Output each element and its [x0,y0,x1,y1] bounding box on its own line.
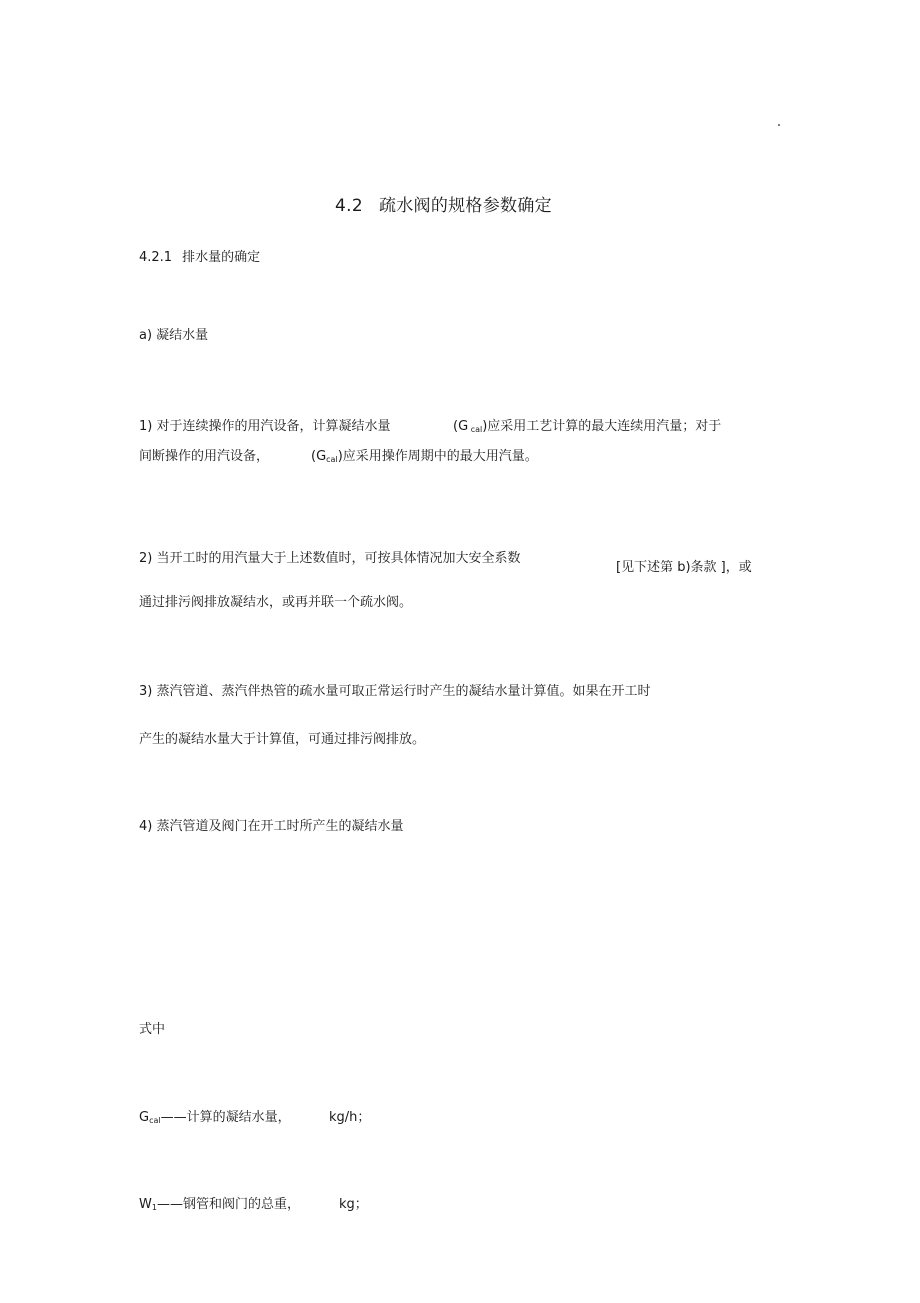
subsection-heading [139,251,260,264]
subsection-number: 4.2.1 [139,250,173,265]
para3-line2: 产生的凝结水量大于计算值，可通过排污阀排放。 [139,732,426,747]
para4: 4) 蒸汽管道及阀门在开工时所产生的凝结水量 [139,819,404,834]
section-number: 4.2 [335,196,363,216]
symbol-w: W [139,1197,152,1212]
subsection-title: 排水量的确定 [182,250,261,265]
para2-line1-end: [见下述第 b)条款 ]，或 [616,560,752,575]
definition-gcal: Gcal——计算的凝结水量， [139,1110,291,1125]
para2-line2: 通过排污阀排放凝结水，或再并联一个疏水阀。 [139,595,413,610]
section-title: 疏水阀的规格参数确定 [378,196,552,216]
para3-line1: 3) 蒸汽管道、蒸汽伴热管的疏水量可取正常运行时产生的凝结水量计算值。如果在开工时 [139,684,651,699]
para1-line2-end: (Gcal)应采用操作周期中的最大用汽量。 [311,449,538,464]
para2-line1-start: 2) 当开工时的用汽量大于上述数值时，可按具体情况加大安全系数 [139,551,521,566]
definition-gcal-unit: kg/h； [329,1110,371,1125]
para1-line1-end: (G cal)应采用工艺计算的最大连续用汽量；对于 [453,419,722,434]
item-a-condensate: a) 凝结水量 [139,328,209,343]
para1-line2-start: 间断操作的用汽设备， [139,449,270,464]
definition-w1: W1——钢管和阀门的总重， [139,1197,300,1212]
where-label: 式中 [139,1022,166,1037]
definition-w1-unit: kg； [339,1197,368,1212]
para1-line1-start: 1) 对于连续操作的用汽设备，计算凝结水量 [139,419,391,434]
section-heading [335,198,552,215]
page-mark [778,124,780,126]
symbol-g: G [139,1110,150,1125]
